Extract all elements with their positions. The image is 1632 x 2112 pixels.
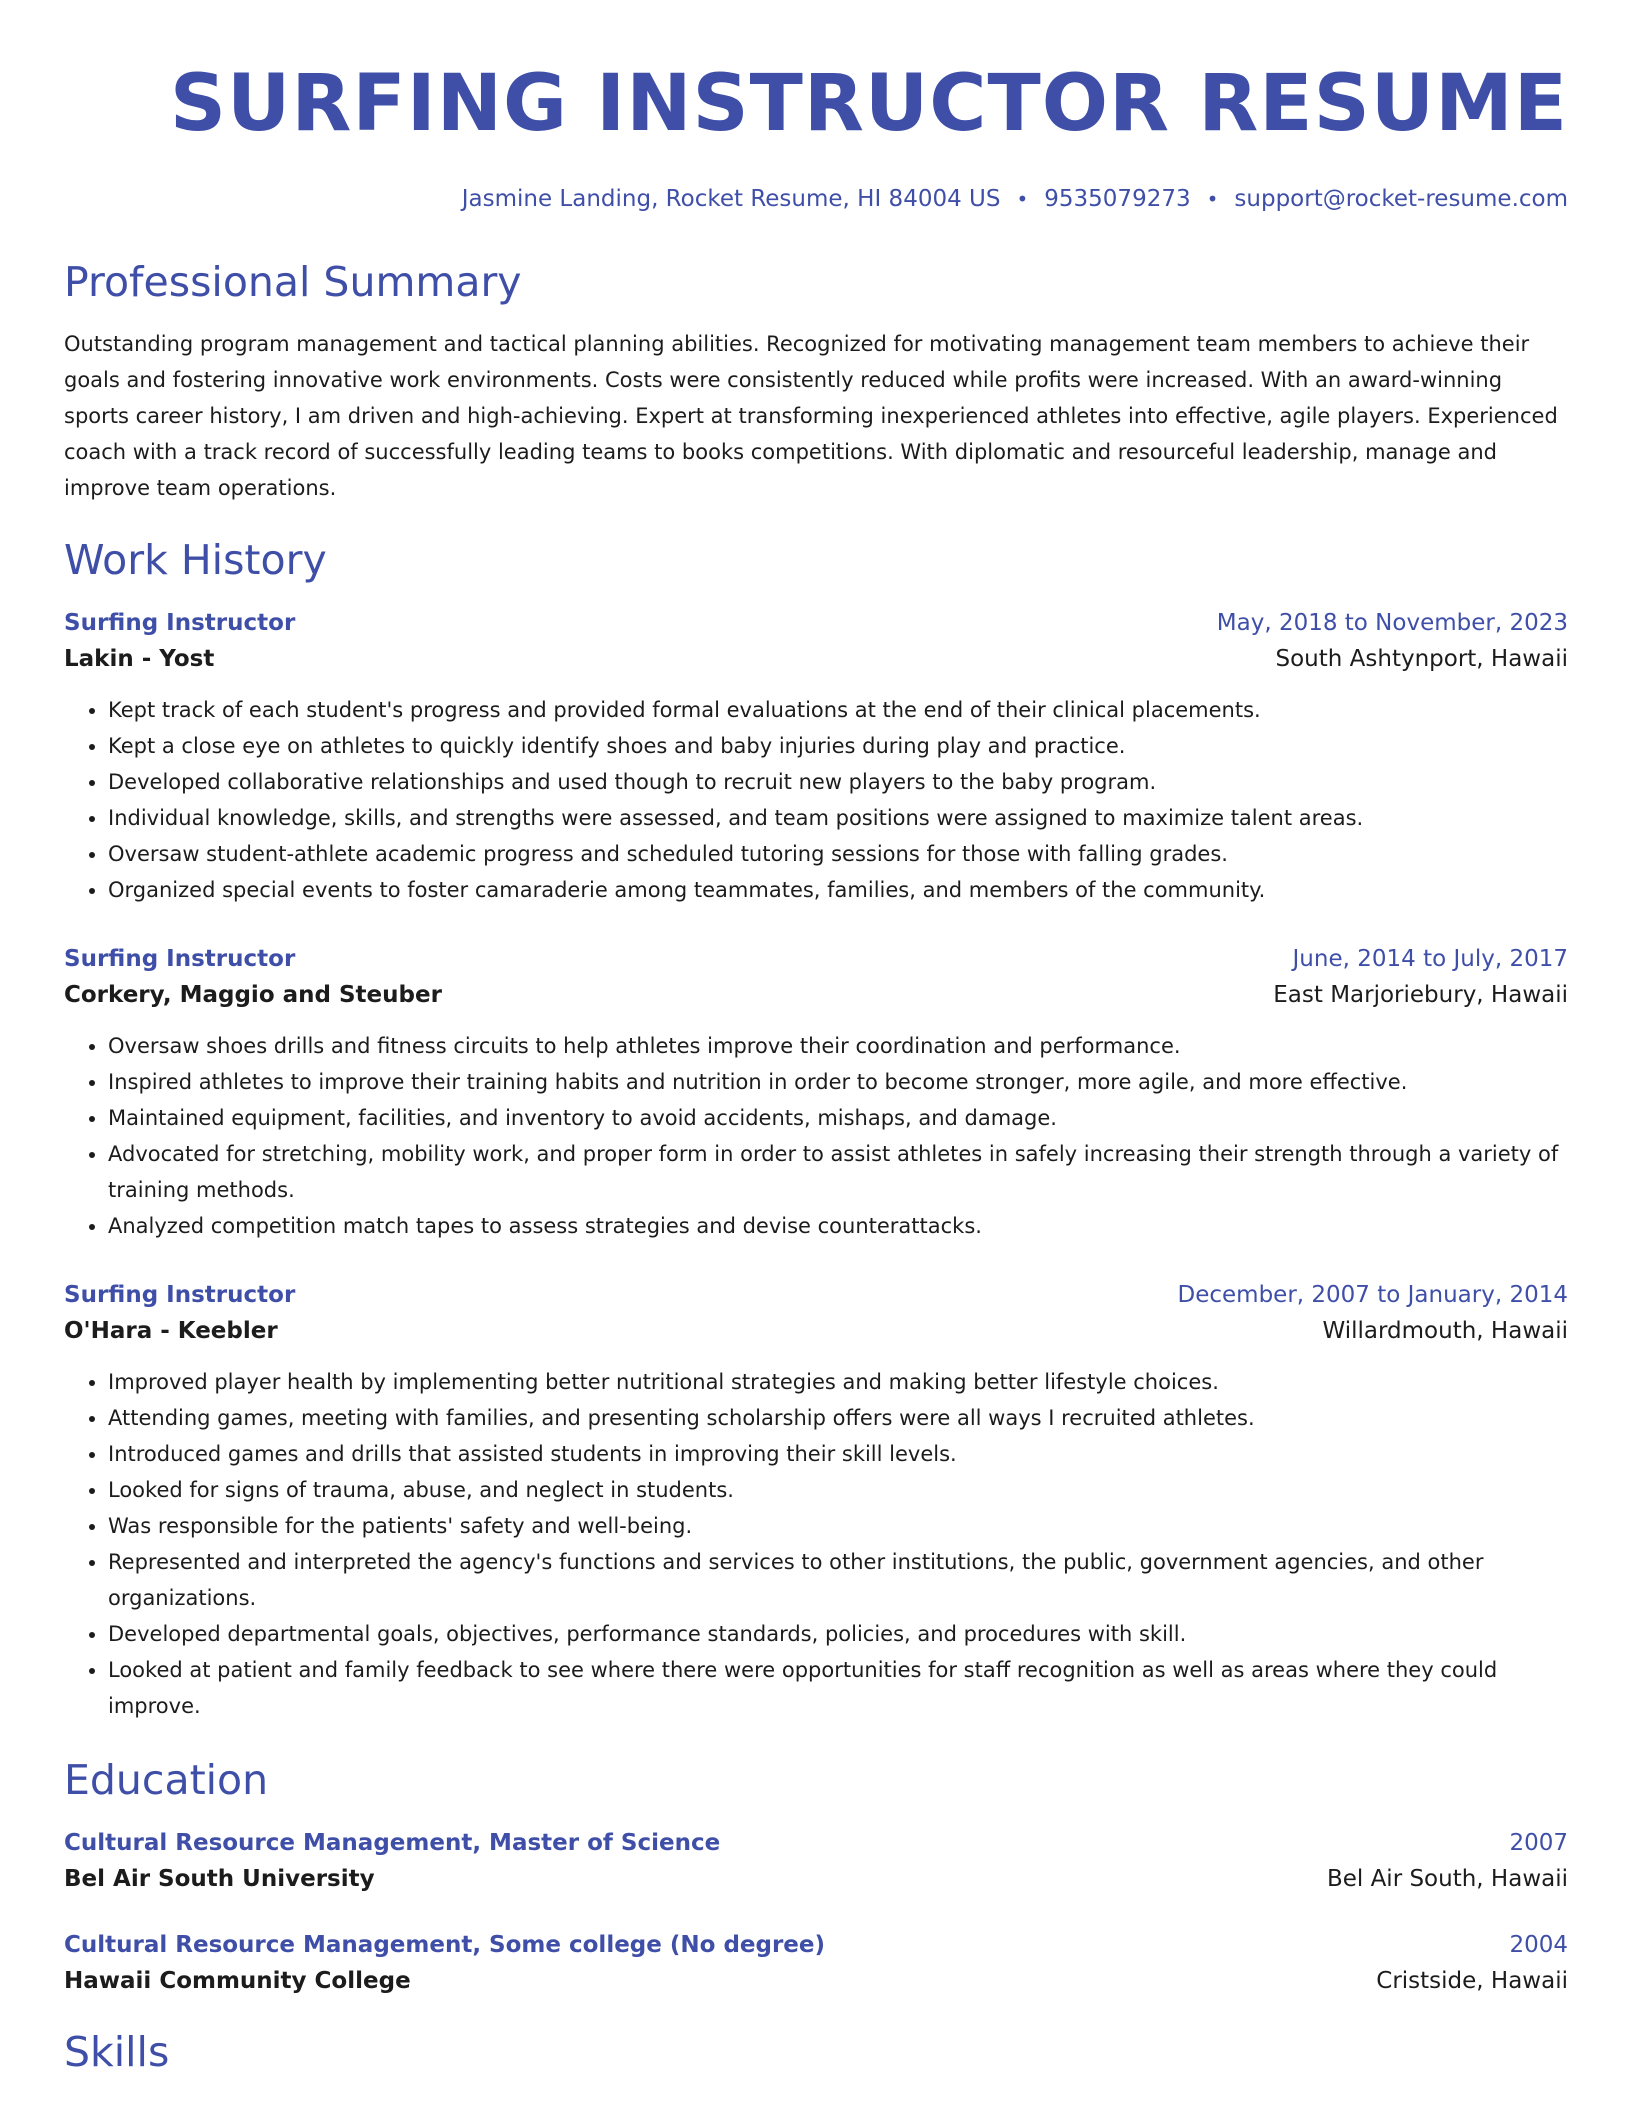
education-heading: Education — [64, 1756, 269, 1804]
job-org-row — [64, 1312, 1568, 1350]
list-item: • Represented and interpreted the agency's functions and services to other institutions, the public, government agencies, and other organizations. — [108, 1544, 1568, 1616]
list-item: • Developed collaborative relationships and used though to recruit new players to the baby program. — [108, 764, 1568, 800]
education-school-row — [64, 1962, 1568, 2000]
contact-address: Jasmine Landing, Rocket Resume, HI 84004 US — [461, 186, 1001, 212]
list-item: • Kept track of each student's progress and provided formal evaluations at the end of their clinical placements. — [108, 692, 1568, 728]
job-location: East Marjoriebury, Hawaii — [1273, 982, 1568, 1008]
list-item: • Oversaw student-athlete academic progress and scheduled tutoring sessions for those with falling grades. — [108, 836, 1568, 872]
job-company: Corkery, Maggio and Steuber — [64, 982, 442, 1008]
education-location: Bel Air South, Hawaii — [1326, 1866, 1568, 1892]
separator-dot: • — [1016, 187, 1029, 211]
job-role: Surfing Instructor — [64, 610, 296, 636]
job-location: South Ashtynport, Hawaii — [1275, 646, 1568, 672]
list-item: • Introduced games and drills that assisted students in improving their skill levels. — [108, 1436, 1568, 1472]
list-item: • Inspired athletes to improve their training habits and nutrition in order to become stronger, more agile, and more effective. — [108, 1064, 1568, 1100]
education-school: Hawaii Community College — [64, 1968, 411, 1994]
skills-heading: Skills — [64, 2028, 170, 2076]
summary-text: Outstanding program management and tactical planning abilities. Recognized for motivating management team members to achieve their goals and fostering innovative work environments. Costs were consistently reduced while profits were increased. With an award-winning sports career history, I am driven and high-achieving. Expert at transforming inexperienced athletes into effective, agile players. Experienced coach with a track record of successfully leading teams to books competitions. With diplomatic and resourceful leadership, manage and improve team operations. — [64, 332, 1558, 500]
education-school: Bel Air South University — [64, 1866, 375, 1892]
job-dates: May, 2018 to November, 2023 — [1216, 610, 1568, 636]
education-entry — [64, 1928, 1568, 2000]
education-entry — [64, 1826, 1568, 1898]
list-item: • Individual knowledge, skills, and strengths were assessed, and team positions were assigned to maximize talent areas. — [108, 800, 1568, 836]
contact-phone: 9535079273 — [1044, 186, 1191, 212]
job-role-row — [64, 1278, 1568, 1312]
job-company: O'Hara - Keebler — [64, 1318, 278, 1344]
job-role-row — [64, 942, 1568, 976]
job-dates: December, 2007 to January, 2014 — [1177, 1282, 1568, 1308]
job-bullets — [64, 1364, 1568, 1724]
job-bullets — [64, 1028, 1568, 1244]
list-item: • Looked for signs of trauma, abuse, and neglect in students. — [108, 1472, 1568, 1508]
job-entry — [64, 606, 1568, 908]
list-item: • Advocated for stretching, mobility work, and proper form in order to assist athletes in safely increasing their strength through a variety of training methods. — [108, 1136, 1568, 1208]
work-history-heading: Work History — [64, 536, 327, 584]
separator-dot: • — [1206, 187, 1219, 211]
education-school-row — [64, 1860, 1568, 1898]
list-item: • Kept a close eye on athletes to quickly identify shoes and baby injuries during play and practice. — [108, 728, 1568, 764]
job-entry — [64, 1278, 1568, 1724]
list-item: • Attending games, meeting with families, and presenting scholarship offers were all ways I recruited athletes. — [108, 1400, 1568, 1436]
education-degree-row — [64, 1826, 1568, 1860]
education-year: 2007 — [1509, 1830, 1568, 1856]
job-role: Surfing Instructor — [64, 1282, 296, 1308]
education-degree: Cultural Resource Management, Some college (No degree) — [64, 1932, 826, 1958]
list-item: • Oversaw shoes drills and fitness circuits to help athletes improve their coordination and performance. — [108, 1028, 1568, 1064]
list-item: • Looked at patient and family feedback to see where there were opportunities for staff recognition as well as areas where they could improve. — [108, 1652, 1568, 1724]
education-degree-row — [64, 1928, 1568, 1962]
list-item: • Analyzed competition match tapes to assess strategies and devise counterattacks. — [108, 1208, 1568, 1244]
job-entry — [64, 942, 1568, 1244]
job-role: Surfing Instructor — [64, 946, 296, 972]
job-org-row — [64, 976, 1568, 1014]
job-role-row — [64, 606, 1568, 640]
list-item: • Organized special events to foster camaraderie among teammates, families, and members of the community. — [108, 872, 1568, 908]
contact-email: support@rocket-resume.com — [1234, 186, 1568, 212]
summary-heading: Professional Summary — [64, 258, 522, 306]
list-item: • Maintained equipment, facilities, and inventory to avoid accidents, mishaps, and damage. — [108, 1100, 1568, 1136]
list-item: • Developed departmental goals, objectives, performance standards, policies, and procedures with skill. — [108, 1616, 1568, 1652]
education-year: 2004 — [1509, 1932, 1568, 1958]
job-bullets — [64, 692, 1568, 908]
job-location: Willardmouth, Hawaii — [1322, 1318, 1568, 1344]
job-dates: June, 2014 to July, 2017 — [1292, 946, 1568, 972]
education-degree: Cultural Resource Management, Master of Science — [64, 1830, 721, 1856]
job-org-row — [64, 640, 1568, 678]
list-item: • Was responsible for the patients' safety and well-being. — [108, 1508, 1568, 1544]
contact-line — [64, 184, 1568, 214]
education-location: Cristside, Hawaii — [1376, 1968, 1568, 1994]
list-item: • Improved player health by implementing better nutritional strategies and making better lifestyle choices. — [108, 1364, 1568, 1400]
job-company: Lakin - Yost — [64, 646, 215, 672]
resume-title: SURFING INSTRUCTOR RESUME — [169, 59, 1568, 149]
